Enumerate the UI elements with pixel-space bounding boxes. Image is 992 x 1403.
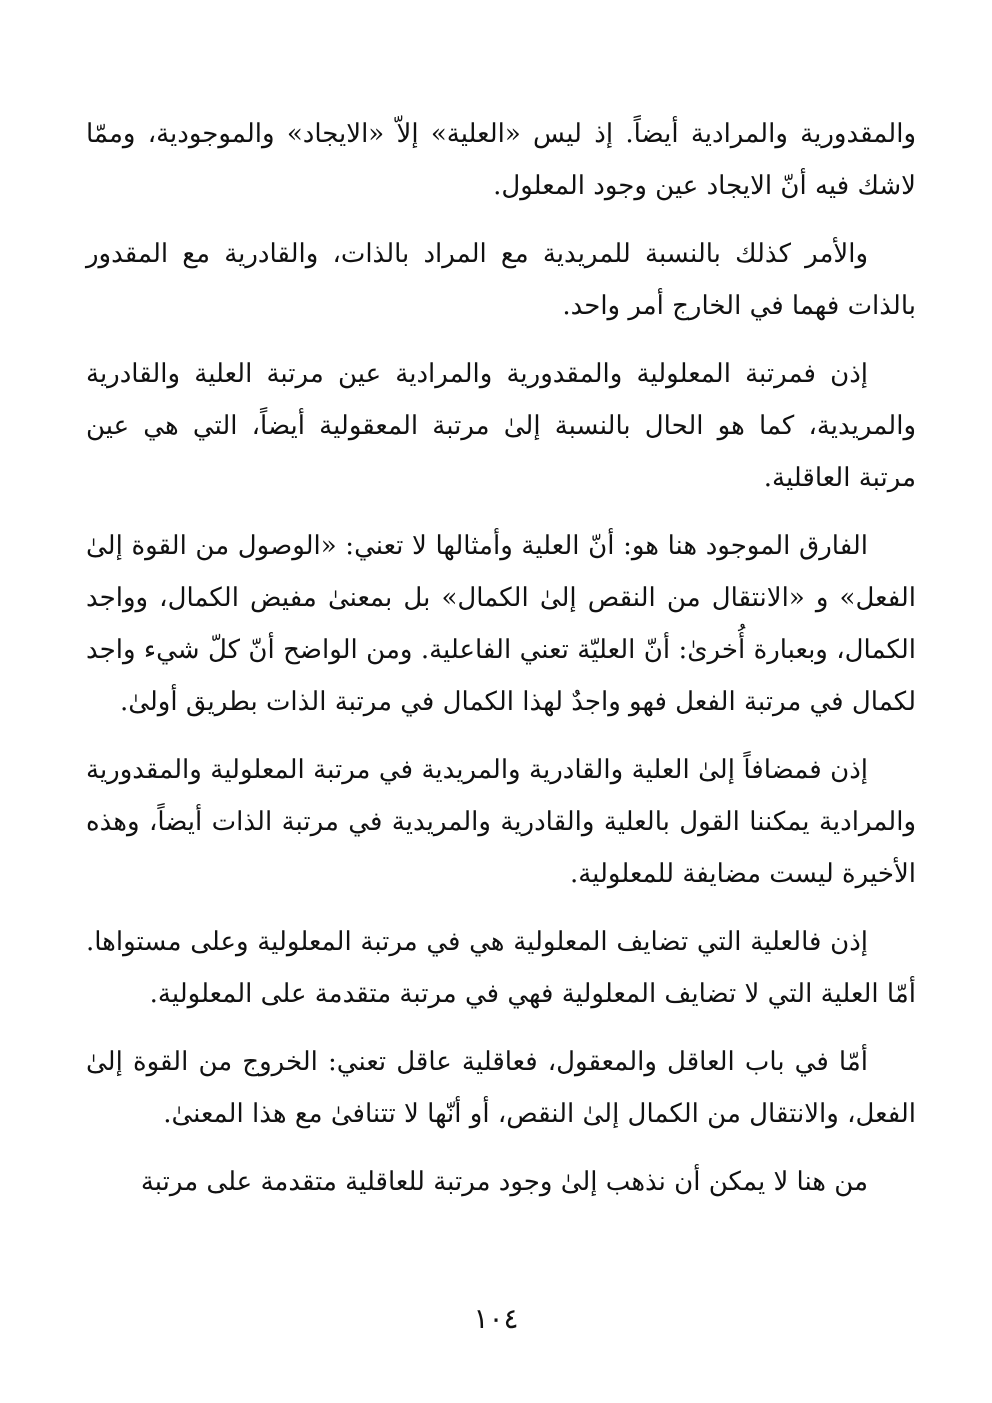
paragraph-1: والمقدورية والمرادية أيضاً. إذ ليس «العلية» إلاّ «الايجاد» والموجودية، وممّا لاشك فيه أنّ الايجاد عين وجود المعلول. bbox=[86, 119, 916, 201]
paragraph-3: إذن فمرتبة المعلولية والمقدورية والمرادية عين مرتبة العلية والقادرية والمريدية، كما هو الحال بالنسبة إلىٰ مرتبة المعقولية أيضاً، التي هي عين مرتبة العاقلية. bbox=[86, 359, 916, 493]
paragraph-2: والأمر كذلك بالنسبة للمريدية مع المراد بالذات، والقادرية مع المقدور بالذات فهما في الخارج أمر واحد. bbox=[86, 239, 916, 321]
paragraph-7: أمّا في باب العاقل والمعقول، فعاقلية عاقل تعني: الخروج من القوة إلىٰ الفعل، والانتقال من الكمال إلىٰ النقص، أو أنّها لا تتنافىٰ مع هذا المعنىٰ. bbox=[86, 1047, 916, 1129]
paragraph-4: الفارق الموجود هنا هو: أنّ العلية وأمثالها لا تعني: «الوصول من القوة إلىٰ الفعل» و «الانتقال من النقص إلىٰ الكمال» بل بمعنىٰ مفيض الكمال، وواجد الكمال، وبعبارة أُخرىٰ: أنّ العليّة تعني الفاعلية. ومن الواضح أنّ كلّ شيء واجد لكمال في مرتبة الفعل فهو واجدٌ لهذا الكمال في مرتبة الذات بطريق أولىٰ. bbox=[86, 531, 916, 717]
body-text bbox=[86, 108, 916, 1224]
paragraph-6: إذن فالعلية التي تضايف المعلولية هي في مرتبة المعلولية وعلى مستواها. أمّا العلية التي لا تضايف المعلولية فهي في مرتبة متقدمة على المعلولية. bbox=[86, 927, 916, 1009]
paragraph-5: إذن فمضافاً إلىٰ العلية والقادرية والمريدية في مرتبة المعلولية والمقدورية والمرادية يمكننا القول بالعلية والقادرية والمريدية في مرتبة الذات أيضاً، وهذه الأخيرة ليست مضايفة للمعلولية. bbox=[86, 755, 916, 889]
paragraph-8: من هنا لا يمكن أن نذهب إلىٰ وجود مرتبة للعاقلية متقدمة على مرتبة bbox=[140, 1167, 868, 1197]
page-number: ١٠٤ bbox=[473, 1302, 519, 1335]
